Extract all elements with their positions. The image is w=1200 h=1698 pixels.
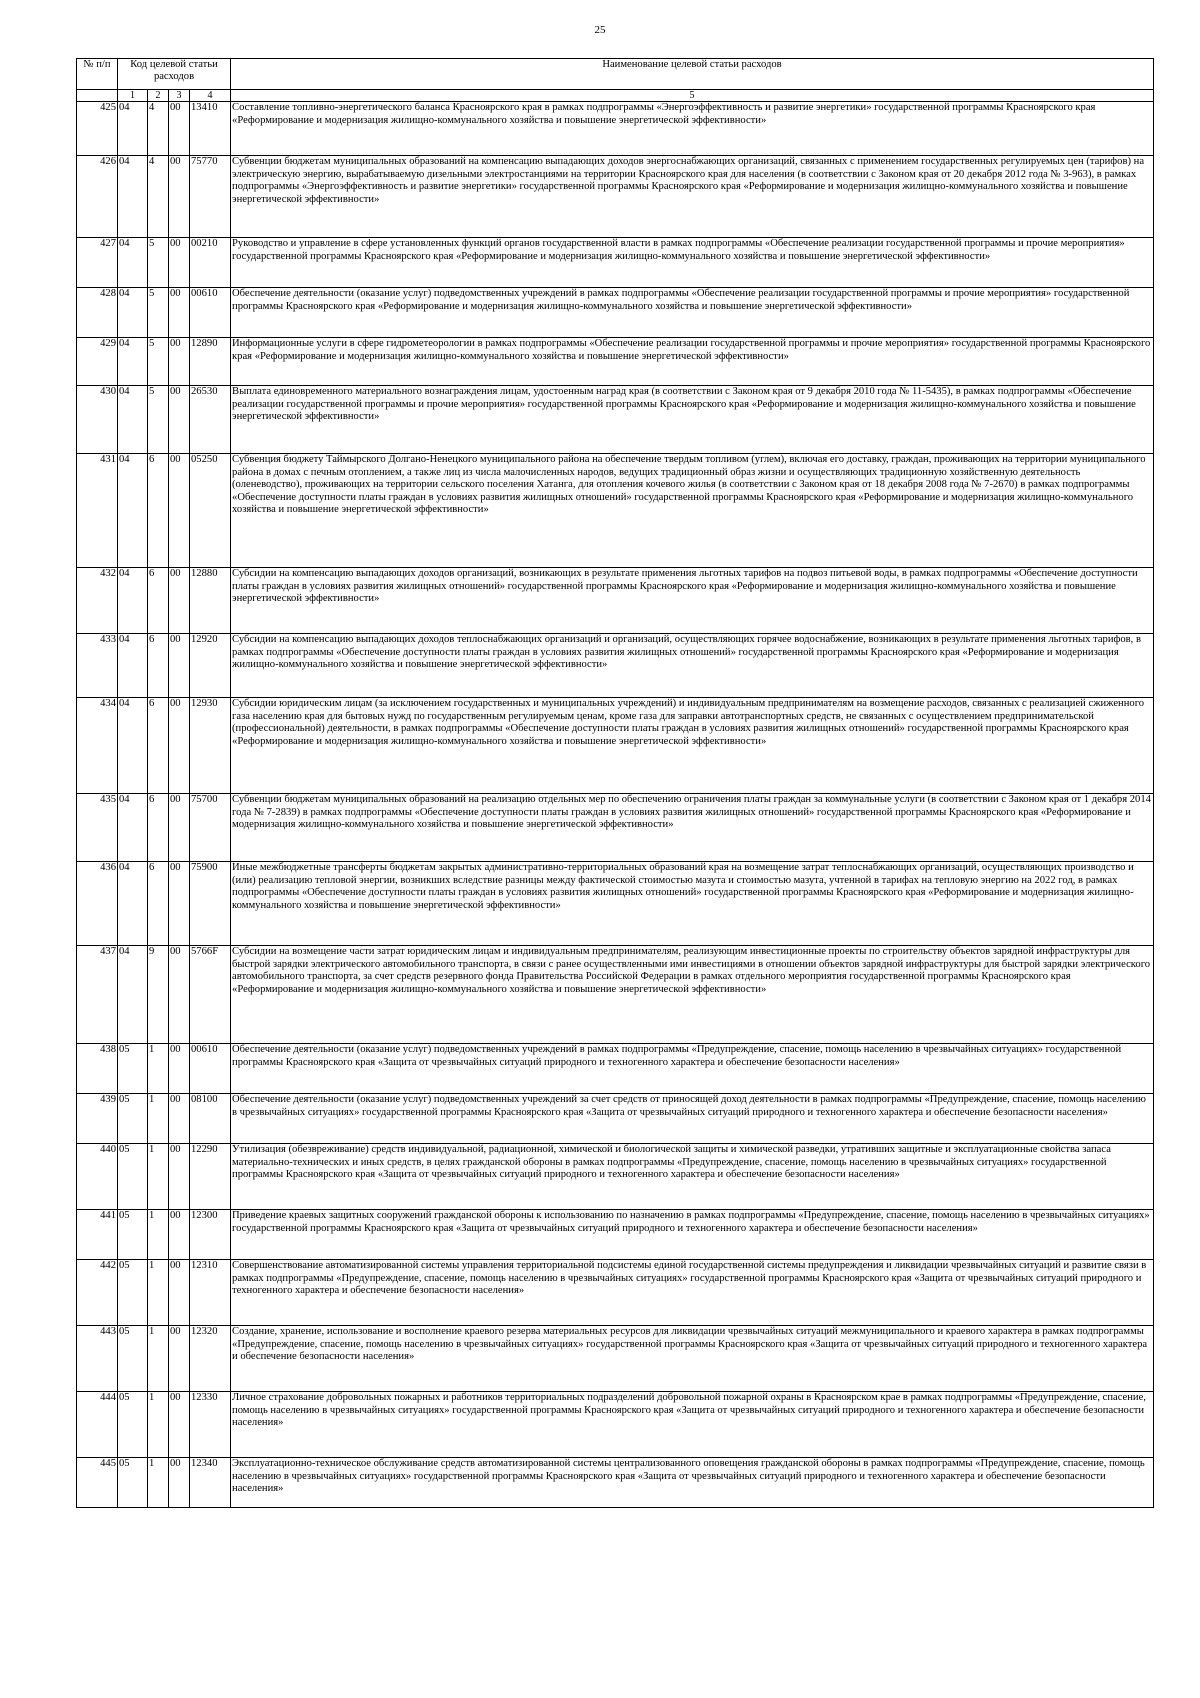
header-number-column: № п/п <box>77 59 118 90</box>
code-subprogram: 1 <box>148 1044 169 1094</box>
code-group: 00 <box>169 634 190 698</box>
row-number: 435 <box>77 794 118 862</box>
row-number: 429 <box>77 338 118 386</box>
code-subprogram: 6 <box>148 794 169 862</box>
code-subprogram: 6 <box>148 698 169 794</box>
column-number-row <box>77 90 1154 102</box>
code-group: 00 <box>169 946 190 1044</box>
code-direction: 26530 <box>190 386 231 454</box>
code-group: 00 <box>169 102 190 156</box>
row-number: 443 <box>77 1326 118 1392</box>
expense-name: Информационные услуги в сфере гидрометеорологии в рамках подпрограммы «Обеспечение реализации государственной программы и прочие мероприятия» государственной программы Красноярского края «Реформирование и модернизация жилищно-коммунального хозяйства и повышение энергетической эффективности» <box>231 338 1154 386</box>
expense-name: Приведение краевых защитных сооружений гражданской обороны к использованию по назначению в рамках подпрограммы «Предупреждение, спасение, помощь населению в чрезвычайных ситуациях» государственной программы Красноярского края «Защита от чрезвычайных ситуаций природного и техногенного характера и обеспечение безопасности населения» <box>231 1210 1154 1260</box>
code-group: 00 <box>169 338 190 386</box>
column-number: 2 <box>148 90 169 102</box>
table-row <box>77 386 1154 454</box>
code-program: 04 <box>118 946 148 1044</box>
table-row <box>77 1144 1154 1210</box>
column-number-blank <box>77 90 118 102</box>
code-direction: 08100 <box>190 1094 231 1144</box>
code-subprogram: 1 <box>148 1210 169 1260</box>
table-row <box>77 102 1154 156</box>
code-program: 04 <box>118 338 148 386</box>
table-row <box>77 338 1154 386</box>
code-subprogram: 1 <box>148 1094 169 1144</box>
expense-name: Создание, хранение, использование и восполнение краевого резерва материальных ресурсов для ликвидации чрезвычайных ситуаций межмуниципального и краевого характера в рамках подпрограммы «Предупреждение, спасение, помощь населению в чрезвычайных ситуациях» государственной программы Красноярского края «Защита от чрезвычайных ситуаций природного и техногенного характера и обеспечение безопасности населения» <box>231 1326 1154 1392</box>
expense-name: Субсидии юридическим лицам (за исключением государственных и муниципальных учреждений) и индивидуальным предпринимателям на возмещение расходов, связанных с реализацией сжиженного газа населению края для бытовых нужд по государственным регулируемым ценам, кроме газа для заправки автотранспортных средств, не связанных с осуществлением предпринимательской (профессиональной) деятельности, в рамках подпрограммы «Обеспечение доступности платы граждан в условиях развития жилищных отношений» государственной программы Красноярского края «Реформирование и модернизация жилищно-коммунального хозяйства и повышение энергетической эффективности» <box>231 698 1154 794</box>
row-number: 439 <box>77 1094 118 1144</box>
row-number: 428 <box>77 288 118 338</box>
code-group: 00 <box>169 794 190 862</box>
code-subprogram: 4 <box>148 102 169 156</box>
table-row <box>77 1458 1154 1508</box>
code-subprogram: 6 <box>148 634 169 698</box>
code-direction: 12340 <box>190 1458 231 1508</box>
code-direction: 12320 <box>190 1326 231 1392</box>
code-program: 04 <box>118 454 148 568</box>
code-direction: 00210 <box>190 238 231 288</box>
table-row <box>77 238 1154 288</box>
table-row <box>77 1044 1154 1094</box>
table-row <box>77 634 1154 698</box>
row-number: 442 <box>77 1260 118 1326</box>
expense-name: Субсидии на компенсацию выпадающих доходов теплоснабжающих организаций и организаций, осуществляющих горячее водоснабжение, возникающих в результате применения льготных тарифов, в рамках подпрограммы «Обеспечение доступности платы граждан в условиях развития жилищных отношений» государственной программы Красноярского края «Реформирование и модернизация жилищно-коммунального хозяйства и повышение энергетической эффективности» <box>231 634 1154 698</box>
code-program: 05 <box>118 1260 148 1326</box>
code-direction: 12310 <box>190 1260 231 1326</box>
code-subprogram: 1 <box>148 1458 169 1508</box>
column-number: 1 <box>118 90 148 102</box>
code-program: 04 <box>118 288 148 338</box>
code-program: 04 <box>118 568 148 634</box>
code-direction: 12920 <box>190 634 231 698</box>
code-direction: 75700 <box>190 794 231 862</box>
table-row <box>77 1260 1154 1326</box>
code-program: 05 <box>118 1458 148 1508</box>
code-subprogram: 5 <box>148 288 169 338</box>
expense-name: Субсидии на компенсацию выпадающих доходов организаций, возникающих в результате применения льготных тарифов на подвоз питьевой воды, в рамках подпрограммы «Обеспечение доступности платы граждан в условиях развития жилищных отношений» государственной программы Красноярского края «Реформирование и модернизация жилищно-коммунального хозяйства и повышение энергетической эффективности» <box>231 568 1154 634</box>
code-direction: 75770 <box>190 156 231 238</box>
code-group: 00 <box>169 1144 190 1210</box>
expense-name: Утилизация (обезвреживание) средств индивидуальной, радиационной, химической и биологической защиты и химической разведки, утративших защитные и эксплуатационные свойства запаса материально-технических и иных средств, в целях гражданской обороны в рамках подпрограммы «Предупреждение, спасение, помощь населению в чрезвычайных ситуациях» государственной программы Красноярского края «Защита от чрезвычайных ситуаций природного и техногенного характера и обеспечение безопасности населения» <box>231 1144 1154 1210</box>
code-group: 00 <box>169 862 190 946</box>
table-row <box>77 288 1154 338</box>
code-direction: 12930 <box>190 698 231 794</box>
code-program: 04 <box>118 698 148 794</box>
table-row <box>77 1392 1154 1458</box>
row-number: 430 <box>77 386 118 454</box>
expense-name: Совершенствование автоматизированной системы управления территориальной подсистемы единой государственной системы предупреждения и ликвидации чрезвычайных ситуаций и развитие связи в рамках подпрограммы «Предупреждение, спасение, помощь населению в чрезвычайных ситуациях» государственной программы Красноярского края «Защита от чрезвычайных ситуаций природного и техногенного характера и обеспечение безопасности населения» <box>231 1260 1154 1326</box>
code-group: 00 <box>169 698 190 794</box>
code-direction: 5766F <box>190 946 231 1044</box>
table-row <box>77 1326 1154 1392</box>
table-row <box>77 698 1154 794</box>
header-name-column: Наименование целевой статьи расходов <box>231 59 1154 90</box>
code-subprogram: 1 <box>148 1392 169 1458</box>
code-subprogram: 5 <box>148 338 169 386</box>
expense-name: Обеспечение деятельности (оказание услуг) подведомственных учреждений за счет средств от приносящей доход деятельности в рамках подпрограммы «Предупреждение, спасение, помощь населению в чрезвычайных ситуациях» государственной программы Красноярского края «Защита от чрезвычайных ситуаций природного и техногенного характера и обеспечение безопасности населения» <box>231 1094 1154 1144</box>
row-number: 437 <box>77 946 118 1044</box>
code-program: 05 <box>118 1392 148 1458</box>
code-direction: 12890 <box>190 338 231 386</box>
budget-table <box>76 58 1154 1508</box>
code-subprogram: 9 <box>148 946 169 1044</box>
code-program: 05 <box>118 1210 148 1260</box>
row-number: 441 <box>77 1210 118 1260</box>
expense-name: Субвенция бюджету Таймырского Долгано-Ненецкого муниципального района на обеспечение твердым топливом (углем), включая его доставку, граждан, проживающих на территории муниципального района в домах с печным отоплением, а также лиц из числа малочисленных народов, ведущих традиционный образ жизни и осуществляющих традиционную хозяйственную деятельность (оленеводство), проживающих на территории сельского поселения Хатанга, для отопления кочевого жилья (в соответствии с Законом края от 18 декабря 2008 года № 7-2670) в рамках подпрограммы «Обеспечение доступности платы граждан в условиях развития жилищных отношений» государственной программы Красноярского края «Реформирование и модернизация жилищно-коммунального хозяйства и повышение энергетической эффективности» <box>231 454 1154 568</box>
code-group: 00 <box>169 1260 190 1326</box>
code-subprogram: 6 <box>148 454 169 568</box>
code-program: 04 <box>118 102 148 156</box>
code-group: 00 <box>169 1044 190 1094</box>
row-number: 444 <box>77 1392 118 1458</box>
expense-name: Субвенции бюджетам муниципальных образований на реализацию отдельных мер по обеспечению ограничения платы граждан за коммунальные услуги (в соответствии с Законом края от 1 декабря 2014 года № 7-2839) в рамках подпрограммы «Обеспечение доступности платы граждан в условиях развития жилищных отношений» государственной программы Красноярского края «Реформирование и модернизация жилищно-коммунального хозяйства и повышение энергетической эффективности» <box>231 794 1154 862</box>
expense-name: Эксплуатационно-техническое обслуживание средств автоматизированной системы централизованного оповещения гражданской обороны в рамках подпрограммы «Предупреждение, спасение, помощь населению в чрезвычайных ситуациях» государственной программы Красноярского края «Защита от чрезвычайных ситуаций природного и техногенного характера и обеспечение безопасности населения» <box>231 1458 1154 1508</box>
table-row <box>77 862 1154 946</box>
code-group: 00 <box>169 386 190 454</box>
code-group: 00 <box>169 1326 190 1392</box>
code-group: 00 <box>169 288 190 338</box>
code-direction: 12300 <box>190 1210 231 1260</box>
column-number: 5 <box>231 90 1154 102</box>
column-number: 3 <box>169 90 190 102</box>
code-program: 04 <box>118 862 148 946</box>
expense-name: Субвенции бюджетам муниципальных образований на компенсацию выпадающих доходов энергоснабжающих организаций, связанных с применением государственных регулируемых цен (тарифов) на электрическую энергию, вырабатываемую дизельными электростанциями на территории Красноярского края для населения (в соответствии с Законом края от 20 декабря 2012 года № 3-963), в рамках подпрограммы «Энергоэффективность и развитие энергетики» государственной программы Красноярского края «Реформирование и модернизация жилищно-коммунального хозяйства и повышение энергетической эффективности» <box>231 156 1154 238</box>
code-program: 04 <box>118 156 148 238</box>
code-group: 00 <box>169 156 190 238</box>
row-number: 434 <box>77 698 118 794</box>
header-code-column: Код целевой статьи расходов <box>118 59 231 90</box>
code-direction: 75900 <box>190 862 231 946</box>
table-row <box>77 946 1154 1044</box>
code-subprogram: 4 <box>148 156 169 238</box>
code-direction: 13410 <box>190 102 231 156</box>
code-subprogram: 1 <box>148 1326 169 1392</box>
row-number: 445 <box>77 1458 118 1508</box>
code-subprogram: 6 <box>148 568 169 634</box>
code-direction: 12880 <box>190 568 231 634</box>
expense-name: Иные межбюджетные трансферты бюджетам закрытых административно-территориальных образований края на возмещение затрат теплоснабжающих организаций, осуществляющих производство и (или) реализацию тепловой энергии, возникших вследствие разницы между фактической стоимостью мазута и стоимостью мазута, учтенной в тарифах на тепловую энергию на 2022 год, в рамках подпрограммы «Обеспечение доступности платы граждан в условиях развития жилищных отношений» государственной программы Красноярского края «Реформирование и модернизация жилищно-коммунального хозяйства и повышение энергетической эффективности» <box>231 862 1154 946</box>
table-row <box>77 1210 1154 1260</box>
code-program: 04 <box>118 794 148 862</box>
code-direction: 00610 <box>190 1044 231 1094</box>
expense-name: Выплата единовременного материального вознаграждения лицам, удостоенным наград края (в соответствии с Законом края от 9 декабря 2010 года № 11-5435), в рамках подпрограммы «Обеспечение реализации государственной программы и прочие мероприятия» государственной программы Красноярского края «Реформирование и модернизация жилищно-коммунального хозяйства и повышение энергетической эффективности» <box>231 386 1154 454</box>
code-group: 00 <box>169 1094 190 1144</box>
table-row <box>77 156 1154 238</box>
row-number: 432 <box>77 568 118 634</box>
code-program: 05 <box>118 1326 148 1392</box>
code-program: 05 <box>118 1094 148 1144</box>
row-number: 436 <box>77 862 118 946</box>
code-group: 00 <box>169 1392 190 1458</box>
code-subprogram: 1 <box>148 1260 169 1326</box>
code-program: 04 <box>118 238 148 288</box>
table-row <box>77 1094 1154 1144</box>
row-number: 431 <box>77 454 118 568</box>
code-program: 05 <box>118 1144 148 1210</box>
code-program: 04 <box>118 634 148 698</box>
expense-name: Руководство и управление в сфере установленных функций органов государственной власти в рамках подпрограммы «Обеспечение реализации государственной программы и прочие мероприятия» государственной программы Красноярского края «Реформирование и модернизация жилищно-коммунального хозяйства и повышение энергетической эффективности» <box>231 238 1154 288</box>
code-subprogram: 1 <box>148 1144 169 1210</box>
code-program: 04 <box>118 386 148 454</box>
row-number: 433 <box>77 634 118 698</box>
code-program: 05 <box>118 1044 148 1094</box>
header-row <box>77 59 1154 90</box>
row-number: 425 <box>77 102 118 156</box>
code-group: 00 <box>169 1210 190 1260</box>
code-direction: 05250 <box>190 454 231 568</box>
code-subprogram: 6 <box>148 862 169 946</box>
page-number: 25 <box>594 24 606 36</box>
row-number: 426 <box>77 156 118 238</box>
column-number: 4 <box>190 90 231 102</box>
row-number: 440 <box>77 1144 118 1210</box>
expense-name: Обеспечение деятельности (оказание услуг) подведомственных учреждений в рамках подпрограммы «Обеспечение реализации государственной программы и прочие мероприятия» государственной программы Красноярского края «Реформирование и модернизация жилищно-коммунального хозяйства и повышение энергетической эффективности» <box>231 288 1154 338</box>
table-row <box>77 794 1154 862</box>
code-group: 00 <box>169 238 190 288</box>
code-subprogram: 5 <box>148 238 169 288</box>
expense-name: Составление топливно-энергетического баланса Красноярского края в рамках подпрограммы «Энергоэффективность и развитие энергетики» государственной программы Красноярского края «Реформирование и модернизация жилищно-коммунального хозяйства и повышение энергетической эффективности» <box>231 102 1154 156</box>
code-group: 00 <box>169 1458 190 1508</box>
code-direction: 00610 <box>190 288 231 338</box>
expense-name: Обеспечение деятельности (оказание услуг) подведомственных учреждений в рамках подпрограммы «Предупреждение, спасение, помощь населению в чрезвычайных ситуациях» государственной программы Красноярского края «Защита от чрезвычайных ситуаций природного и техногенного характера и обеспечение безопасности населения» <box>231 1044 1154 1094</box>
expense-name: Личное страхование добровольных пожарных и работников территориальных подразделений добровольной пожарной охраны в Красноярском крае в рамках подпрограммы «Предупреждение, спасение, помощь населению в чрезвычайных ситуациях» государственной программы Красноярского края «Защита от чрезвычайных ситуаций природного и техногенного характера и обеспечение безопасности населения» <box>231 1392 1154 1458</box>
code-direction: 12290 <box>190 1144 231 1210</box>
row-number: 438 <box>77 1044 118 1094</box>
expense-name: Субсидии на возмещение части затрат юридическим лицам и индивидуальным предпринимателям, реализующим инвестиционные проекты по строительству объектов зарядной инфраструктуры для быстрой зарядки электрического автомобильного транспорта, в связи с ранее осуществленными ими инвестициями в отношении объектов зарядной инфраструктуры для быстрой зарядки электрического автомобильного транспорта, за счет средств резервного фонда Правительства Российской Федерации в рамках отдельного мероприятия государственной программы Красноярского края «Реформирование и модернизация жилищно-коммунального хозяйства и повышение энергетической эффективности» <box>231 946 1154 1044</box>
table-row <box>77 568 1154 634</box>
code-subprogram: 5 <box>148 386 169 454</box>
code-group: 00 <box>169 454 190 568</box>
row-number: 427 <box>77 238 118 288</box>
code-direction: 12330 <box>190 1392 231 1458</box>
code-group: 00 <box>169 568 190 634</box>
table-row <box>77 454 1154 568</box>
